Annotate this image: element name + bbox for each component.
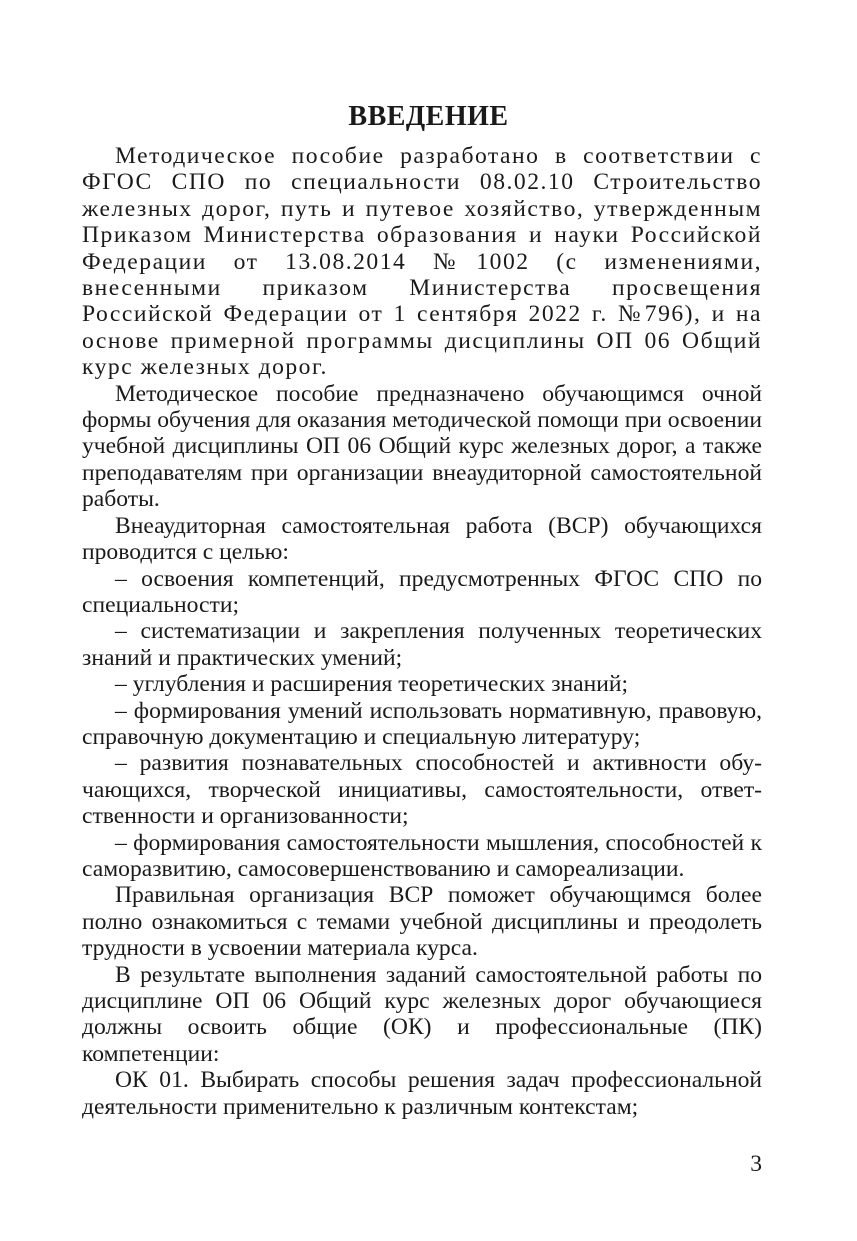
list-item: – развития познавательных способностей и активности обучающихся, творческой инициативы, самостоятельности, ответственности и организованности; (82, 750, 762, 830)
list-item: – формирования самостоятельности мышления, способностей к саморазвитию, самосовершенствованию и самореализации. (82, 829, 762, 882)
page-title: ВВЕДЕНИЕ (348, 101, 509, 132)
body-text (82, 143, 762, 1120)
paragraph: Методическое пособие разработано в соответствии с ФГОС СПО по специальности 08.02.10 Строительство железных дорог, путь и путевое хозяйство, утвержденным Приказом Министерства образования и науки Российской Федерации от 13.08.2014 №1002 (с изменениями, внесенными приказом Министерства просвещения Российской Федерации от 1 сентября 2022 г. №796), и на основе примерной программы дисциплины ОП 06 Общий курс железных дорог. (82, 143, 762, 381)
list-item: – углубления и расширения теоретических знаний; (115, 671, 629, 698)
paragraph: В результате выполнения заданий самостоятельной работы по дисциплине ОП 06 Общий курс железных дорог обучающиеся должны освоить общие (ОК) и профессиональные (ПК) компетенции: (82, 961, 762, 1067)
paragraph: Методическое пособие предназначено обучающимся очной формы обучения для оказания методической помощи при освоении учебной дисциплины ОП 06 Общий курс железных дорог, а также преподавателям при организации внеаудиторной самостоятельной работы. (82, 380, 762, 513)
list-item: – систематизации и закрепления полученных теоретических знаний и практических умений; (82, 618, 762, 671)
list-item: – освоения компетенций, предусмотренных ФГОС СПО по специальности; (82, 565, 762, 618)
paragraph: Внеаудиторная самостоятельная работа (ВСР) обучающихся проводится с целью: (82, 512, 762, 566)
list-item: – формирования умений использовать нормативную, правовую, справочную документацию и специальную литературу; (82, 697, 762, 750)
paragraph: Правильная организация ВСР поможет обучающимся более полно ознакомиться с темами учебной дисциплины и преодолеть трудности в усвоении материала курса. (82, 882, 762, 962)
paragraph: ОК 01. Выбирать способы решения задач профессиональной деятельности применительно к различным контекстам; (82, 1067, 762, 1120)
page-number: 3 (750, 1151, 762, 1177)
